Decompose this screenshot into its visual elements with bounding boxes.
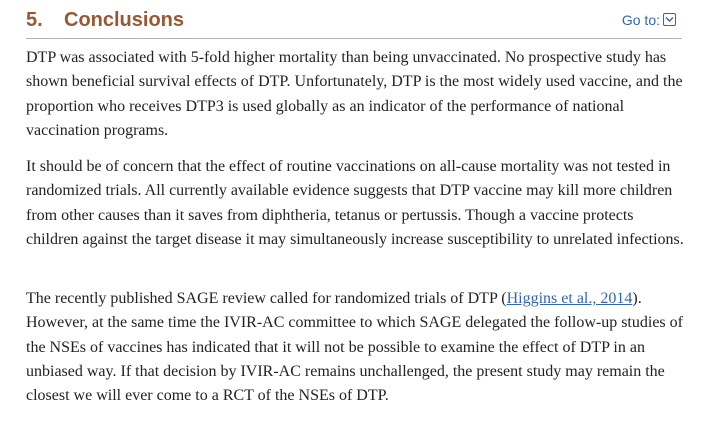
goto-label: Go to: xyxy=(621,12,660,28)
paragraph-3 xyxy=(26,287,684,408)
paragraph-3-text-after: ). However, at the same time the IVIR-AC committee to which SAGE delegated the follow-up studies of the NSEs of vaccines has indicated that it will not be possible to examine the effect of DTP in an unbiased way. If that decision by IVIR-AC remains unchallenged, the present study may remain the closest we will ever come to a RCT of the NSEs of DTP. xyxy=(26,290,683,405)
citation-link-higgins-2014[interactable]: Higgins et al., 2014 xyxy=(506,290,633,307)
paragraph-3-text-before: The recently published SAGE review called for randomized trials of DTP ( xyxy=(26,290,507,307)
chevron-down-icon xyxy=(663,13,676,26)
paragraph-2: It should be of concern that the effect of routine vaccinations on all-cause mortality was not tested in randomized trials. All currently available evidence suggests that DTP vaccine may kill more children from other causes than it saves from diphtheria, tetanus or pertussis. Though a vaccine protects children against the target disease it may simultaneously increase susceptibility to unrelated infections. xyxy=(26,158,684,248)
section-heading-bar xyxy=(26,6,682,39)
paragraph-1: DTP was associated with 5-fold higher mortality than being unvaccinated. No prospective study has shown beneficial survival effects of DTP. Unfortunately, DTP is the most widely used vaccine, and the proportion who receives DTP3 is used globally as an indicator of the performance of national vaccination programs. xyxy=(26,49,683,139)
section-number: 5. xyxy=(26,9,43,31)
section-title: Conclusions xyxy=(64,9,185,31)
section-heading xyxy=(26,9,184,32)
goto-menu-button[interactable] xyxy=(622,12,676,28)
